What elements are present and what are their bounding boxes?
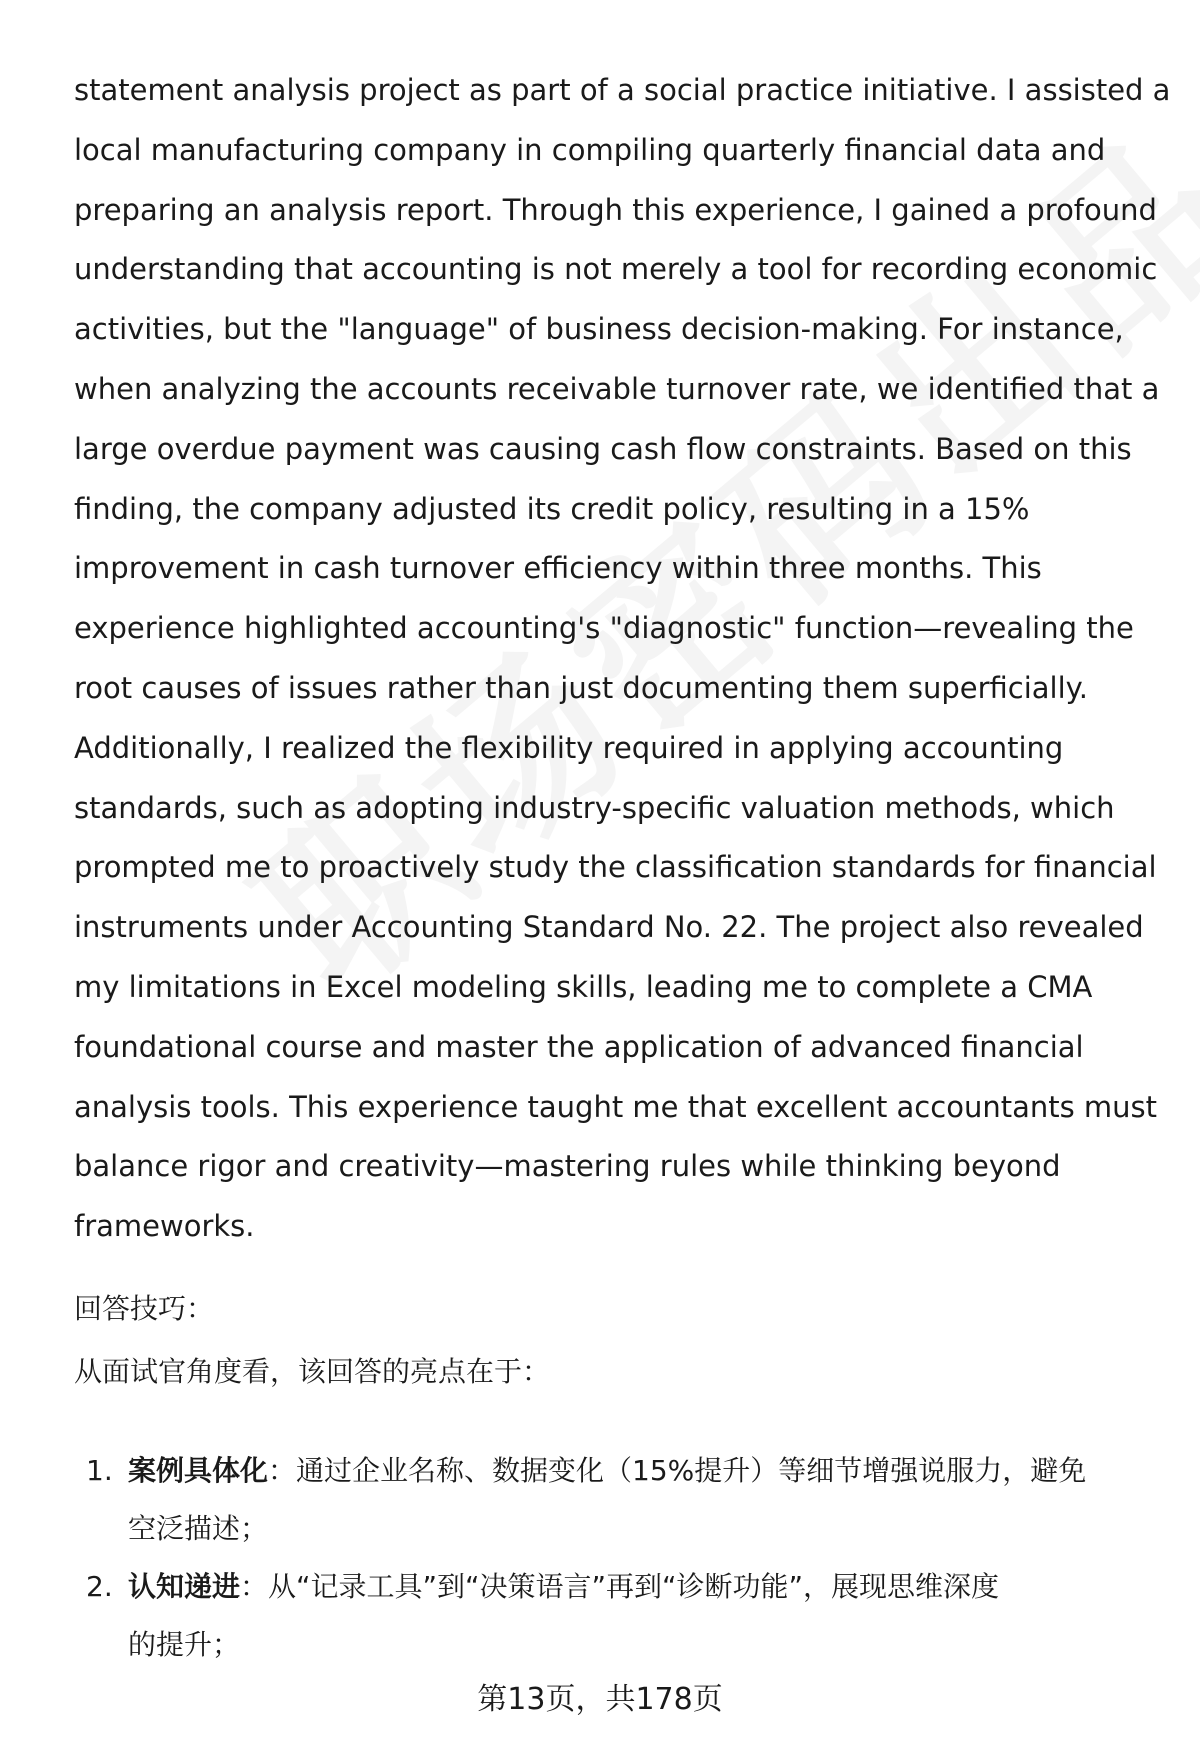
paragraph-line: root causes of issues rather than just documenting them superficially. [74,670,1088,705]
paragraph-line: finding, the company adjusted its credit policy, resulting in a 15% [74,491,1030,526]
paragraph-line: foundational course and master the application of advanced financial [74,1029,1084,1064]
paragraph-line: local manufacturing company in compiling quarterly financial data and [74,132,1106,167]
list-item-keyword: 认知递进 [128,1570,241,1603]
paragraph-line: analysis tools. This experience taught me that excellent accountants must [74,1089,1158,1124]
paragraph-line: understanding that accounting is not merely a tool for recording economic [74,252,1158,287]
paragraph-line: when analyzing the accounts receivable turnover rate, we identified that a [74,371,1160,406]
list-number: 1. [86,1454,113,1487]
paragraph-line: balance rigor and creativity—mastering rules while thinking beyond [74,1149,1061,1184]
list-item-text: ：通过企业名称、数据变化（15%提升）等细节增强说服力，避免 [268,1454,1087,1487]
list-item-continuation: 的提升； [128,1628,241,1661]
list-item-line [128,1558,1154,1616]
paragraph-line: instruments under Accounting Standard No. 22. The project also revealed [74,910,1144,945]
tips-heading: 回答技巧： [74,1292,215,1325]
paragraph-line: my limitations in Excel modeling skills, leading me to complete a CMA [74,969,1093,1004]
list-item [74,1442,1154,1558]
paragraph-line: standards, such as adopting industry-specific valuation methods, which [74,790,1115,825]
list-number: 2. [86,1570,113,1603]
list-item-line [128,1442,1154,1500]
list-item-continuation: 空泛描述； [128,1512,269,1545]
paragraph-line: experience highlighted accounting's "diagnostic" function—revealing the [74,611,1134,646]
page-number: 第13页，共178页 [477,1682,723,1717]
paragraph-line: activities, but the "language" of business decision-making. For instance, [74,312,1124,347]
paragraph-line: prompted me to proactively study the classification standards for financial [74,850,1157,885]
paragraph-line: large overdue payment was causing cash flow constraints. Based on this [74,431,1132,466]
paragraph-line: frameworks. [74,1209,255,1244]
body-paragraph [74,61,1171,1257]
tips-intro: 从面试官角度看，该回答的亮点在于： [74,1355,551,1388]
paragraph-line: Additionally, I realized the flexibility required in applying accounting [74,730,1064,765]
list-item-text: ：从“记录工具”到“决策语言”再到“诊断功能”，展现思维深度 [240,1570,1000,1603]
list-item [74,1558,1154,1674]
paragraph-line: improvement in cash turnover efficiency within three months. This [74,551,1042,586]
paragraph-line: preparing an analysis report. Through this experience, I gained a profound [74,192,1157,227]
list-item-keyword: 案例具体化 [128,1454,269,1487]
paragraph-line: statement analysis project as part of a social practice initiative. I assisted a [74,73,1171,107]
tips-list [74,1442,1154,1674]
